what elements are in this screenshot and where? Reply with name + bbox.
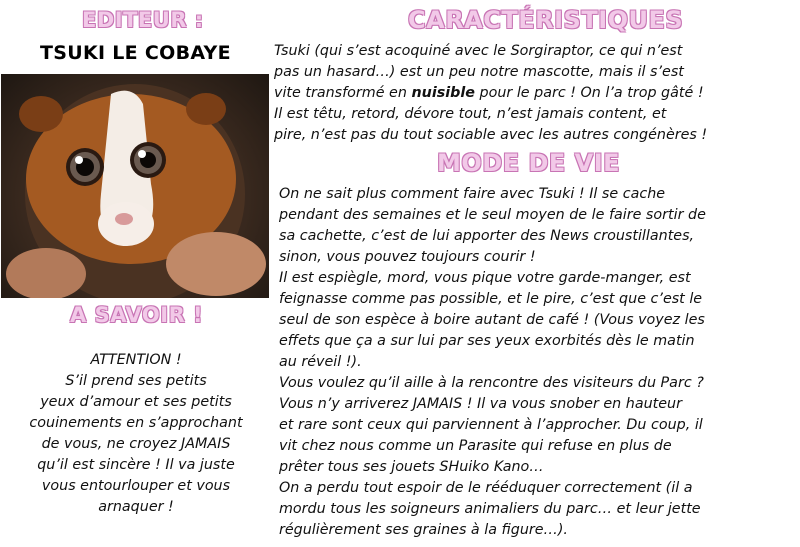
- mode-de-vie-text: On ne sait plus comment faire avec Tsuki ! Il se cache pendant des semaines et le seul moyen de le faire sortir de sa cachette, c’est de lui apporter des News croustillantes, sinon, vous pouvez toujours courir ! Il est espiègle, mord, vous pique votre garde-manger, est feignasse comme pas possible, et le pire, c’est que c’est le seul de son espèce à boire autant de café ! (Vous voyez les effets que ça a sur lui par ses yeux exorbités dès le matin au réveil !). Vous voulez qu’il aille à la rencontre des visiteurs du Parc ? Vous n’y arriverez JAMAIS ! Il va vous snober en hauteur et rare sont ceux qui parviennent à l’approcher. Du coup, il vit chez nous comme un Parasite qui refuse en plus de prêter tous ses jouets SHuiko Kano… On a perdu tout espoir de le rééduquer correctement (il a mordu tous les soigneurs animaliers du parc… et leur jette régulièrement ses graines à la figure…).: [279, 186, 706, 538]
- caracteristiques-text: Tsuki (qui s’est acoquiné avec le Sorgiraptor, ce qui n’est pas un hasard…) est un peu notre mascotte, mais il s’est vite transformé en nuisible pour le parc ! On l’a trop gâté ! Il est têtu, retord, dévore tout, n’est jamais content, et pire, n’est pas du tout sociable avec les autres congénères !: [274, 43, 708, 143]
- nuisible-word: nuisible: [411, 85, 475, 101]
- editeur-name: TSUKI LE COBAYE: [40, 42, 231, 64]
- editeur-title: EDITEUR :: [82, 8, 204, 32]
- holding-hand: [166, 232, 266, 296]
- a-savoir-text: ATTENTION ! S’il prend ses petits yeux d’amour et ses petits couinements en s’approchant de vous, ne croyez JAMAIS qu’il est sincère ! Il va juste vous entourlouper et vous arnaquer !: [29, 352, 243, 515]
- mode-de-vie-title: MODE DE VIE: [437, 149, 621, 177]
- a-savoir-title: A SAVOIR !: [70, 303, 204, 327]
- guinea-pig-photo: [1, 74, 269, 298]
- caracteristiques-title: CARACTÉRISTIQUES: [408, 6, 684, 34]
